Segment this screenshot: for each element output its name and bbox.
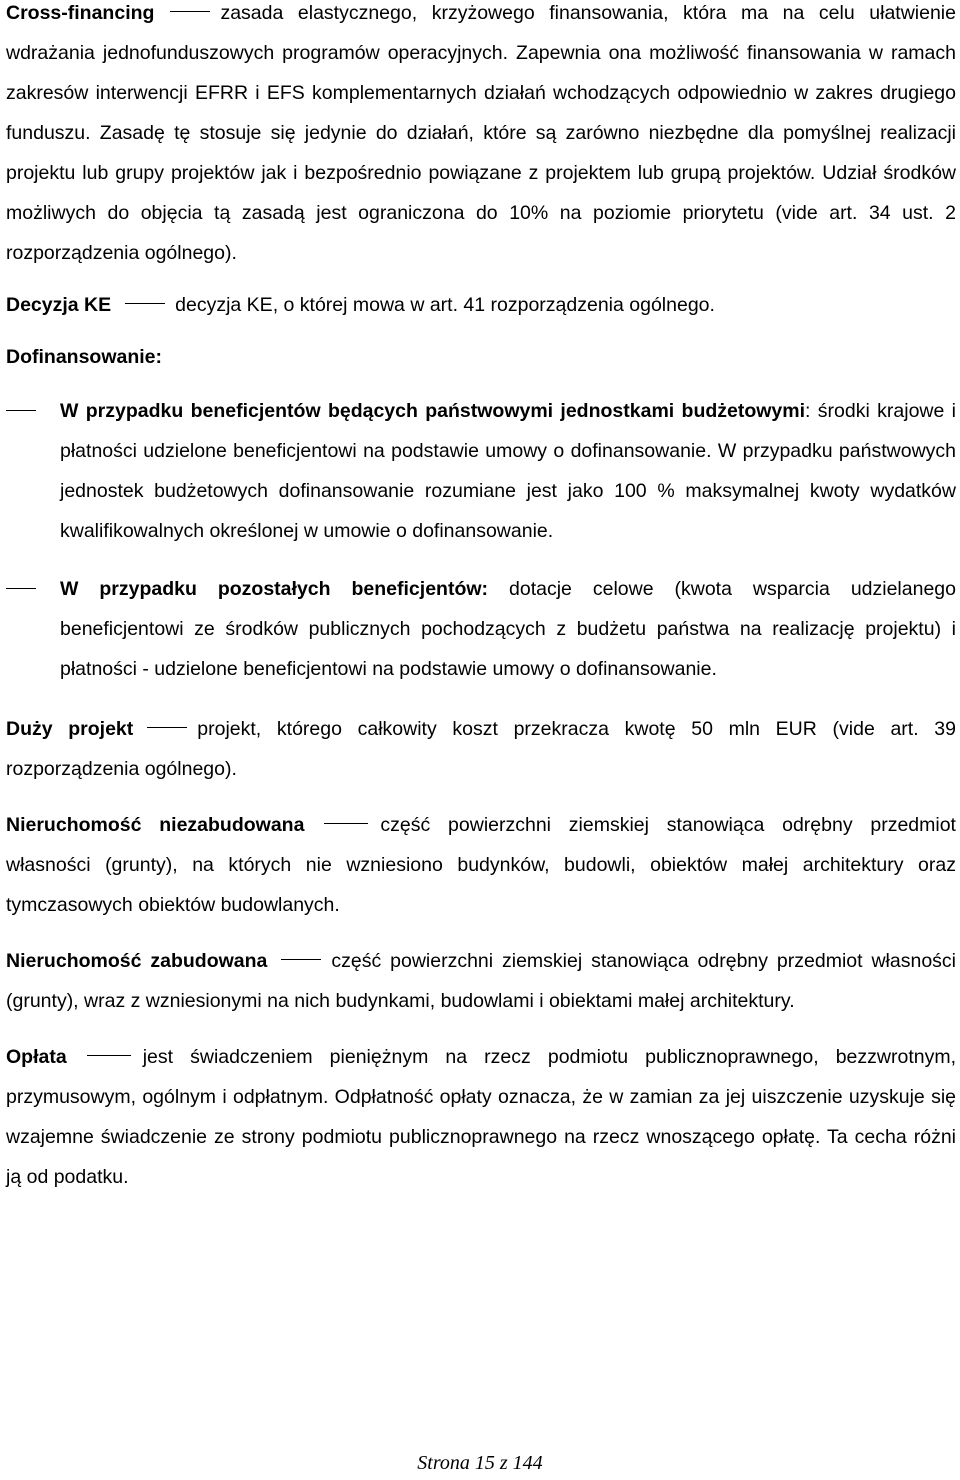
bullet-punct: : <box>805 400 811 422</box>
section-heading-dofinansowanie <box>6 337 956 377</box>
definition-text: część powierzchni ziemskiej stanowiąca odrębny przedmiot własności (grunty), na których nie wzniesiono budynków, budowli, obiektów małej architektury oraz tymczasowych obiektów budowlanych. <box>6 814 956 916</box>
definition-term: Decyzja KE <box>6 294 112 316</box>
definition-text: część powierzchni ziemskiej stanowiąca odrębny przedmiot własności (grunty), wraz z wzniesionymi na nich budynkami, budowlami i obiektami małej architektury. <box>6 950 956 1012</box>
dash-bullet-marker <box>6 588 36 589</box>
definition-text: zasada elastycznego, krzyżowego finansowania, która ma na celu ułatwienie wdrażania jednofunduszowych programów operacyjnych. Zapewnia ona możliwość finansowania w ramach zakresów interwencji EFRR i EFS komplementarnych działań wchodzących odpowiednio w zakres drugiego funduszu. Zasadę tę stosuje się jedynie do działań, które są zarówno niezbędne dla pomyślnej realizacji projektu lub grupy projektów jak i bezpośrednio powiązane z projektem lub grupą projektów. Udział środków możliwych do objęcia tą zasadą jest ograniczona do 10% na poziomie priorytetu (vide art. 34 ust. 2 rozporządzenia ogólnego). <box>6 2 956 264</box>
section-heading: Dofinansowanie: <box>6 346 163 368</box>
bullet-lead: W przypadku pozostałych beneficjentów: <box>60 578 489 600</box>
bullet-lead: W przypadku beneficjentów będących państwowymi jednostkami budżetowymi <box>60 400 806 422</box>
bullet-item <box>6 391 956 551</box>
em-dash <box>87 1055 131 1056</box>
definition-text: projekt, którego całkowity koszt przekracza kwotę 50 mln EUR (vide art. 39 rozporządzenia ogólnego). <box>6 718 956 780</box>
definition-duzy-projekt <box>6 709 956 789</box>
em-dash <box>281 959 321 960</box>
em-dash <box>147 727 187 728</box>
bullet-item <box>6 569 956 689</box>
definition-text: jest świadczeniem pieniężnym na rzecz podmiotu publicznoprawnego, bezzwrotnym, przymusowym, ogólnym i odpłatnym. Odpłatność opłaty oznacza, że w zamian za jej uiszczenie uzyskuje się wzajemne świadczenie ze strony podmiotu publicznoprawnego na rzecz wnoszącego opłatę. Ta cecha różni ją od podatku. <box>6 1046 956 1188</box>
definition-nieruchomosc-zabudowana <box>6 941 956 1021</box>
definition-decyzja-ke <box>6 285 956 325</box>
definition-cross-financing <box>6 0 956 273</box>
definition-text: decyzja KE, o której mowa w art. 41 rozporządzenia ogólnego. <box>175 294 715 316</box>
bullet-body: dotacje celowe (kwota wsparcia udzielanego beneficjentowi ze środków publicznych pochodzących z budżetu państwa na realizację projektu) i płatności - udzielone beneficjentowi na podstawie umowy o dofinansowanie. <box>60 578 956 680</box>
em-dash <box>170 11 210 12</box>
dash-bullet-marker <box>6 410 36 411</box>
document-page <box>6 0 956 1197</box>
definition-term: Cross-financing <box>6 2 155 24</box>
definition-term: Nieruchomość niezabudowana <box>6 814 305 836</box>
page-number-footer: Strona 15 z 144 <box>417 1452 543 1474</box>
bullet-body: środki krajowe i płatności udzielone beneficjentowi na podstawie umowy o dofinansowanie. W przypadku państwowych jednostek budżetowych dofinansowanie rozumiane jest jako 100 % maksymalnej kwoty wydatków kwalifikowalnych określonej w umowie o dofinansowanie. <box>60 400 957 542</box>
definition-oplata <box>6 1037 956 1197</box>
definition-nieruchomosc-niezabudowana <box>6 805 956 925</box>
bullet-text <box>60 391 956 551</box>
em-dash <box>125 303 165 304</box>
definition-term: Duży projekt <box>6 718 134 740</box>
definition-term: Opłata <box>6 1046 67 1068</box>
definition-term: Nieruchomość zabudowana <box>6 950 268 972</box>
em-dash <box>324 823 368 824</box>
bullet-text <box>60 569 956 689</box>
